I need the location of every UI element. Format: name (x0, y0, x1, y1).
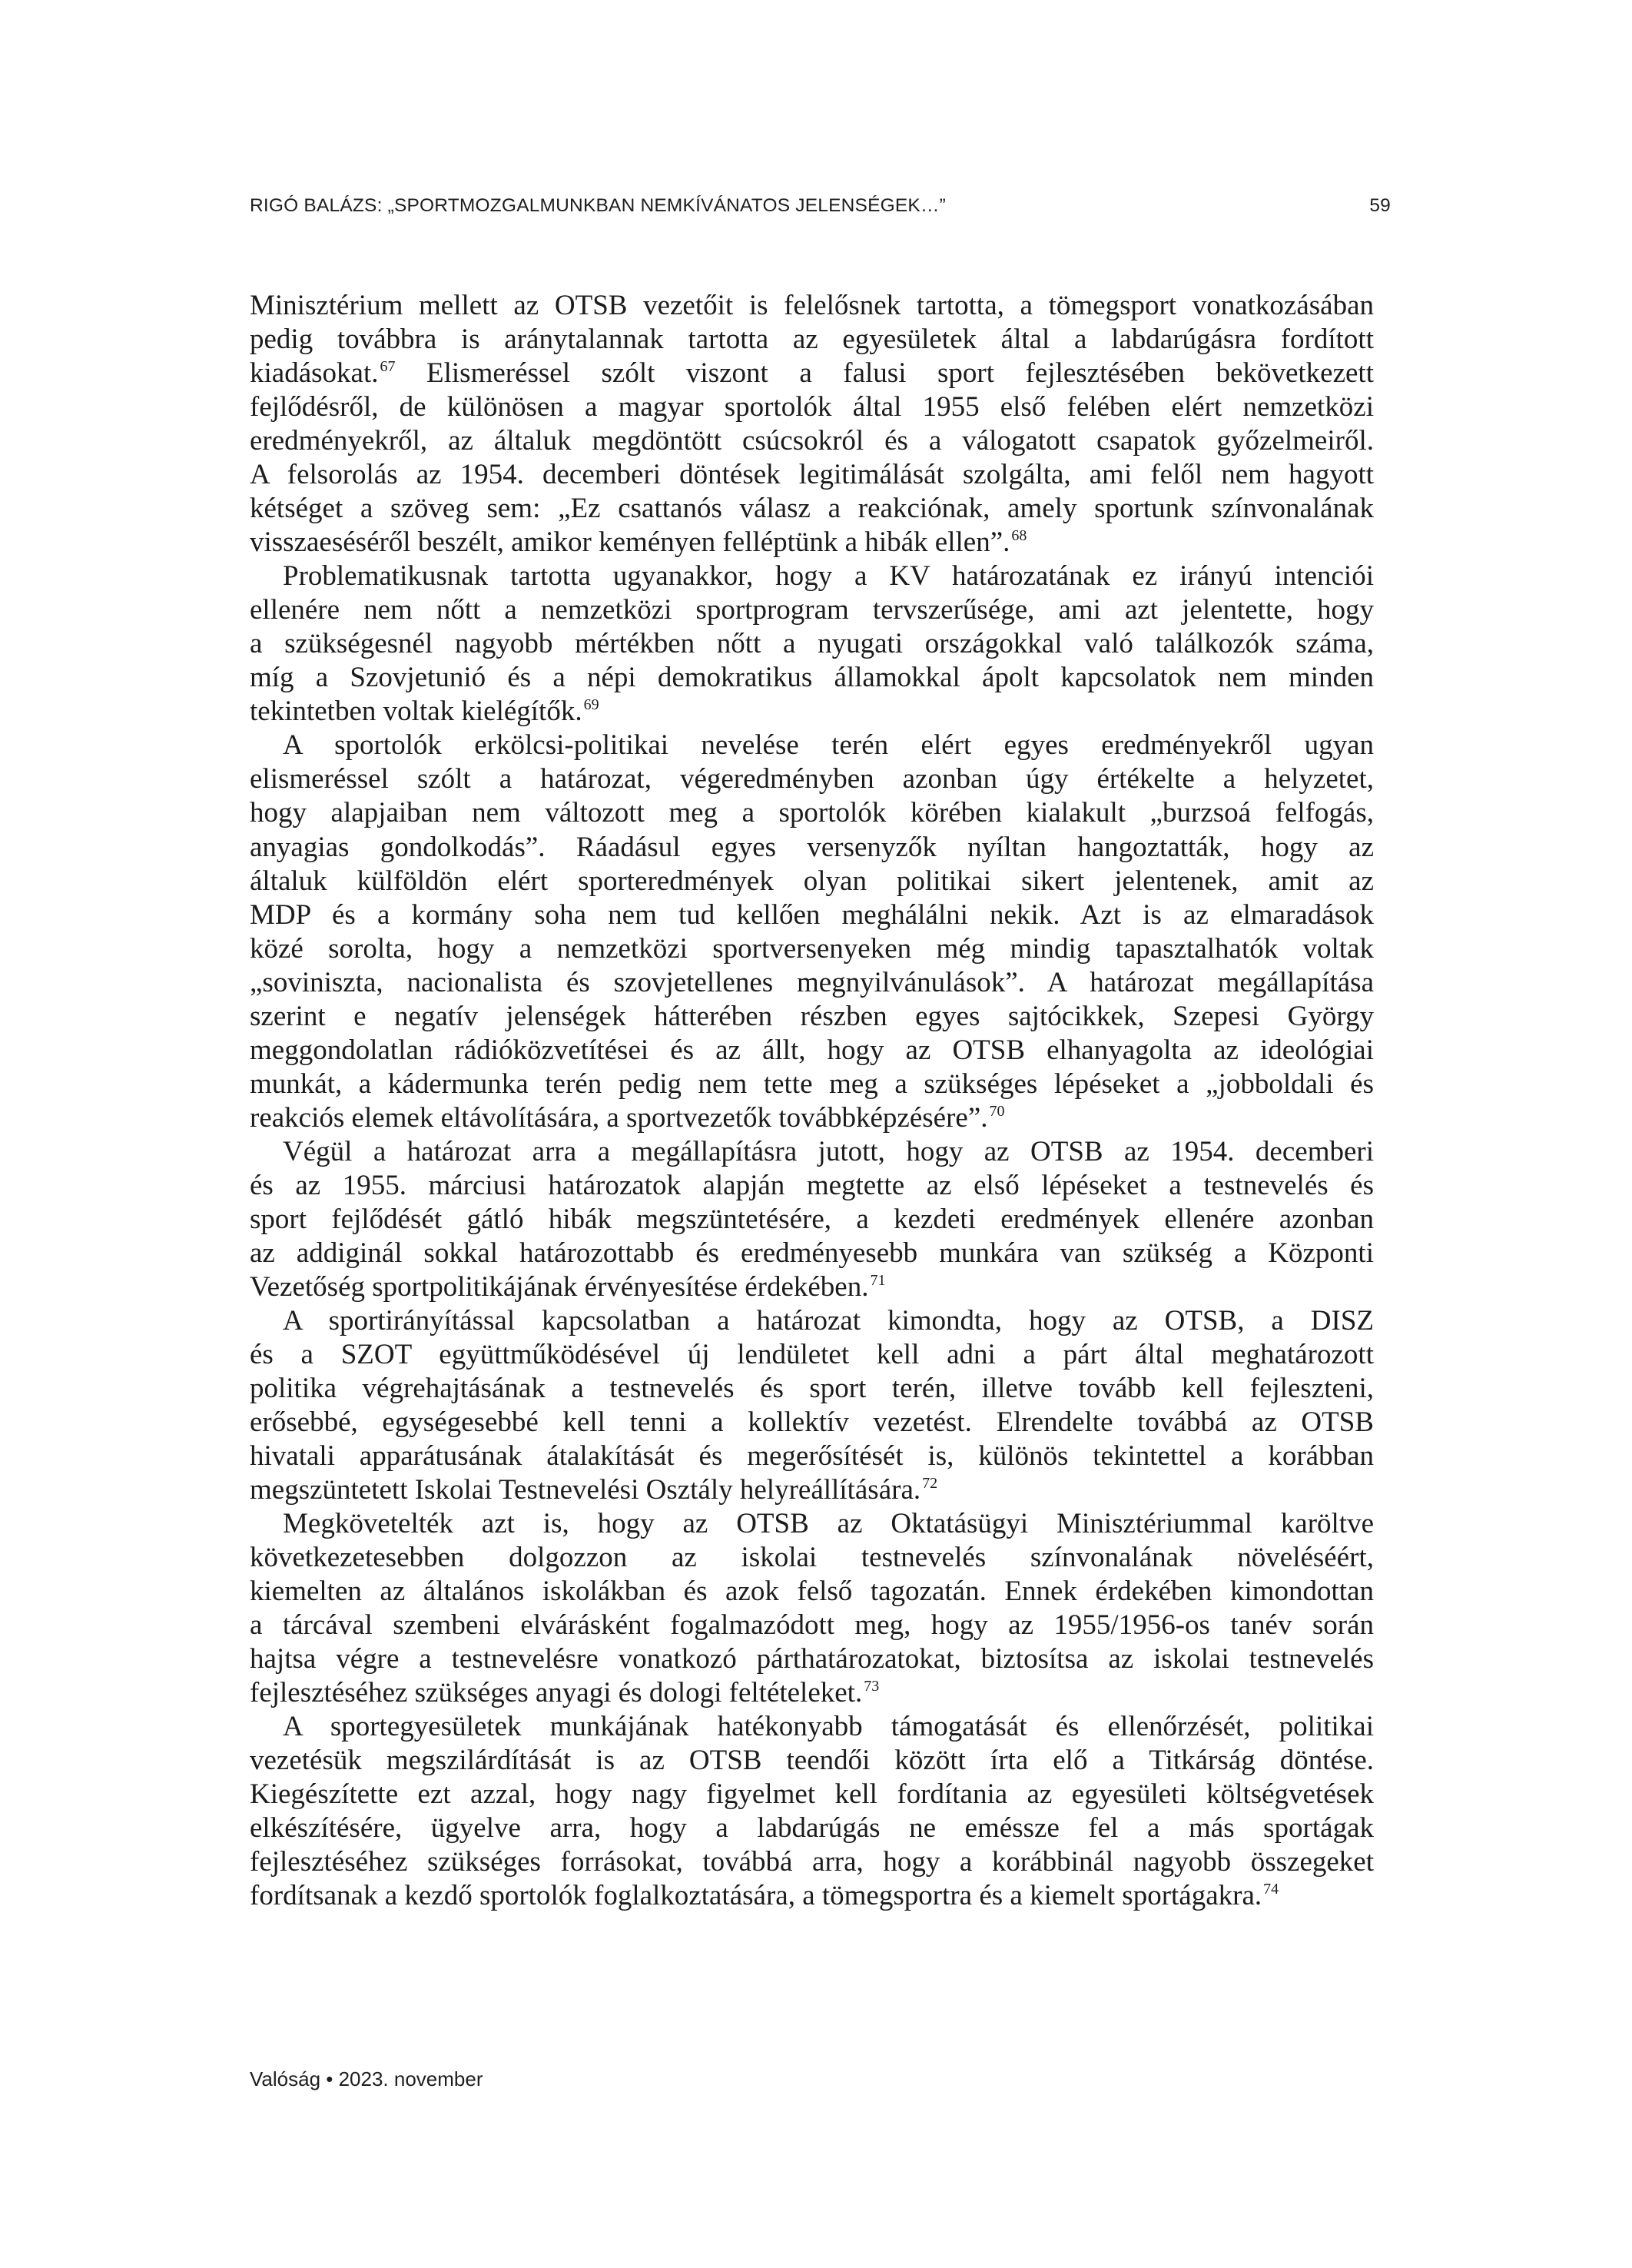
line-text: Kiegészítette ezt azzal, hogy nagy figyelmet kell fordítania az egyesületi költségvetések (250, 1778, 1374, 1811)
line-text: Problematikusnak tartotta ugyanakkor, hogy a KV határozatának ez irányú intenciói (283, 560, 1374, 593)
text-line (250, 593, 1374, 627)
text-line (250, 289, 1374, 323)
line-text: A sportegyesületek munkájának hatékonyabb támogatását és ellenőrzését, politikai (283, 1711, 1374, 1743)
text-line (250, 424, 1374, 458)
line-text: közé sorolta, hogy a nemzetközi sportversenyeken még mindig tapasztalhatók voltak (250, 932, 1374, 965)
text-line (250, 762, 1374, 796)
footnote-marker[interactable]: 70 (989, 1102, 1005, 1120)
line-text: kiadásokat. (250, 357, 379, 390)
line-text: anyagias gondolkodás”. Ráadásul egyes versenyzők nyíltan hangoztatták, hogy az (250, 831, 1374, 863)
line-text: fordítsanak a kezdő sportolók foglalkoztatására, a tömegsportra és a kiemelt sportágakra. (250, 1880, 1262, 1912)
line-text: fejlesztéséhez szükséges forrásokat, továbbá arra, hogy a korábbinál nagyobb összegeket (250, 1846, 1374, 1878)
line-text: következetesebben dolgozzon az iskolai testnevelés színvonalának növeléséért, (250, 1542, 1374, 1574)
line-text: sport fejlődését gátló hibák megszüntetésére, a kezdeti eredmények ellenére azonban (250, 1203, 1374, 1235)
text-line (250, 1439, 1374, 1473)
footnote-marker[interactable]: 69 (583, 696, 599, 714)
text-line (250, 695, 1374, 729)
paragraph (250, 1135, 1374, 1304)
text-line (250, 1541, 1374, 1575)
line-text: kiemelten az általános iskolákban és azok felső tagozatán. Ennek érdekében kimondottan (250, 1576, 1374, 1608)
line-text: ellenére nem nőtt a nemzetközi sportprogram tervszerűsége, ami azt jelentette, hogy (250, 594, 1374, 626)
line-text: Minisztérium mellett az OTSB vezetőit is felelősnek tartotta, a tömegsport vonatkozásában (250, 290, 1374, 321)
paragraph (250, 289, 1374, 560)
line-text: és a SZOT együttműködésével új lendületet kell adni a párt által meghatározott (250, 1338, 1374, 1370)
text-line (250, 458, 1374, 492)
footnote-marker[interactable]: 72 (922, 1475, 938, 1493)
line-text: „soviniszta, nacionalista és szovjetellenes megnyilvánulások”. A határozat megállapítása (250, 966, 1374, 998)
text-line (250, 1068, 1374, 1101)
footnote-marker[interactable]: 68 (1011, 527, 1027, 545)
text-line (250, 1879, 1374, 1913)
line-text: A sportolók erkölcsi-politikai nevelése terén elért egyes eredményekről ugyan (283, 729, 1374, 762)
text-line (250, 1845, 1374, 1879)
line-text: tekintetben voltak kielégítők. (250, 696, 582, 728)
line-text: pedig továbbra is aránytalannak tartotta az egyesületek által a labdarúgásra fordított (250, 324, 1374, 356)
text-line (250, 831, 1374, 865)
footnote-marker[interactable]: 73 (864, 1678, 880, 1695)
footnote-marker[interactable]: 74 (1263, 1881, 1279, 1898)
text-line (250, 1203, 1374, 1237)
line-text: fejlődésről, de különösen a magyar sportolók által 1955 első felében elért nemzetközi (250, 391, 1374, 423)
text-line (250, 729, 1374, 762)
line-text: reakciós elemek eltávolítására, a sportvezetők továbbképzésére”. (250, 1101, 988, 1134)
line-text: eredményekről, az általuk megdöntött csúcsokról és a válogatott csapatok győzelmeiről. (250, 425, 1374, 457)
text-line (250, 1135, 1374, 1169)
text-line (250, 796, 1374, 830)
text-line (250, 1237, 1374, 1270)
line-text: politika végrehajtásának a testnevelés és sport terén, illetve tovább kell fejleszteni, (250, 1373, 1374, 1404)
text-line (250, 1101, 1374, 1135)
line-text: elkészítésére, ügyelve arra, hogy a labdarúgás ne eméssze fel a más sportágak (250, 1812, 1374, 1845)
line-text: a szükségesnél nagyobb mértékben nőtt a nyugati országokkal való találkozók száma, (250, 628, 1374, 660)
text-line (250, 966, 1374, 1000)
text-line (250, 1473, 1374, 1507)
line-text: visszaeséséről beszélt, amikor keményen felléptünk a hibák ellen”. (250, 526, 1010, 559)
text-line (250, 1609, 1374, 1642)
line-text: míg a Szovjetunió és a népi demokratikus államokkal ápolt kapcsolatok nem minden (250, 662, 1374, 694)
line-text: fejlesztéséhez szükséges anyagi és dologi feltételeket. (250, 1677, 863, 1709)
text-line (250, 357, 1374, 390)
paragraph (250, 1304, 1374, 1507)
text-line (250, 1304, 1374, 1338)
line-text: MDP és a kormány soha nem tud kellően meghálálni nekik. Azt is az elmaradások (250, 898, 1374, 931)
paragraph (250, 1507, 1374, 1710)
text-line (250, 1744, 1374, 1778)
page-number: 59 (1369, 195, 1391, 216)
text-line (250, 661, 1374, 695)
running-header (250, 195, 1391, 217)
line-text: az addiginál sokkal határozottabb és eredményesebb munkára van szükség a Központi (250, 1237, 1374, 1269)
line-text: megszüntetett Iskolai Testnevelési Osztály helyreállítására. (250, 1474, 921, 1506)
footnote-marker[interactable]: 67 (380, 358, 396, 376)
line-text: szerint e negatív jelenségek hátterében részben egyes sajtócikkek, Szepesi György (250, 1000, 1374, 1032)
text-line (250, 560, 1374, 593)
line-text: A felsorolás az 1954. decemberi döntések legitimálását szolgálta, ami felől nem hagyott (250, 459, 1374, 491)
line-text: a tárcával szembeni elvárásként fogalmazódott meg, hogy az 1955/1956-os tanév során (250, 1609, 1374, 1642)
line-text: vezetésük megszilárdítását is az OTSB teendői között írta elő a Titkárság döntése. (250, 1745, 1374, 1777)
text-line (250, 1406, 1374, 1439)
text-line (250, 1642, 1374, 1676)
text-line (250, 865, 1374, 898)
text-line (250, 1034, 1374, 1068)
text-line (250, 932, 1374, 966)
line-text: hajtsa végre a testnevelésre vonatkozó párthatározatokat, biztosítsa az iskolai testnevelés (250, 1643, 1374, 1675)
text-line (250, 1507, 1374, 1541)
line-text: és az 1955. márciusi határozatok alapján megtette az első lépéseket a testnevelés és (250, 1169, 1374, 1201)
text-line (250, 1338, 1374, 1372)
text-line (250, 627, 1374, 661)
text-line (250, 323, 1374, 357)
text-line (250, 1778, 1374, 1811)
line-text: Megkövetelték azt is, hogy az OTSB az Oktatásügyi Minisztériummal karöltve (283, 1508, 1374, 1540)
line-text: kétséget a szöveg sem: „Ez csattanós válasz a reakciónak, amely sportunk színvonalának (250, 493, 1374, 525)
paragraph (250, 560, 1374, 729)
line-text: Végül a határozat arra a megállapításra jutott, hogy az OTSB az 1954. decemberi (283, 1135, 1374, 1167)
text-line (250, 1676, 1374, 1710)
line-text-continued: Elismeréssel szólt viszont a falusi sport fejlesztésében bekövetkezett (395, 357, 1374, 390)
article-body (250, 289, 1374, 1914)
text-line (250, 526, 1374, 560)
text-line (250, 1710, 1374, 1744)
line-text: munkát, a kádermunka terén pedig nem tette meg a szükséges lépéseket a „jobboldali és (250, 1068, 1374, 1100)
line-text: meggondolatlan rádióközvetítései és az állt, hogy az OTSB elhanyagolta az ideológiai (250, 1034, 1374, 1066)
text-line (250, 390, 1374, 424)
text-line (250, 1000, 1374, 1034)
running-title: RIGÓ BALÁZS: „SPORTMOZGALMUNKBAN NEMKÍVÁNATOS JELENSÉGEK…” (250, 195, 947, 216)
line-text: elismeréssel szólt a határozat, végeredményben azonban úgy értékelte a helyzetet, (250, 763, 1374, 795)
text-line (250, 1811, 1374, 1845)
text-line (250, 1270, 1374, 1304)
text-line (250, 1575, 1374, 1609)
paragraph (250, 1710, 1374, 1913)
journal-footer: Valóság • 2023. november (250, 2067, 483, 2090)
paragraph (250, 729, 1374, 1134)
line-text: A sportirányítással kapcsolatban a határozat kimondta, hogy az OTSB, a DISZ (283, 1304, 1374, 1337)
text-line (250, 1169, 1374, 1203)
line-text: Vezetőség sportpolitikájának érvényesítése érdekében. (250, 1270, 869, 1303)
footnote-marker[interactable]: 71 (870, 1271, 886, 1289)
text-line (250, 1372, 1374, 1406)
text-line (250, 492, 1374, 526)
text-line (250, 898, 1374, 932)
line-text: hivatali apparátusának átalakítását és megerősítését is, különös tekintettel a korábban (250, 1440, 1374, 1473)
line-text: általuk külföldön elért sporteredmények olyan politikai sikert jelentenek, amit az (250, 865, 1374, 897)
line-text: hogy alapjaiban nem változott meg a sportolók körében kialakult „burzsoá felfogás, (250, 797, 1374, 829)
line-text: erősebbé, egységesebbé kell tenni a kollektív vezetést. Elrendelte továbbá az OTSB (250, 1406, 1374, 1439)
